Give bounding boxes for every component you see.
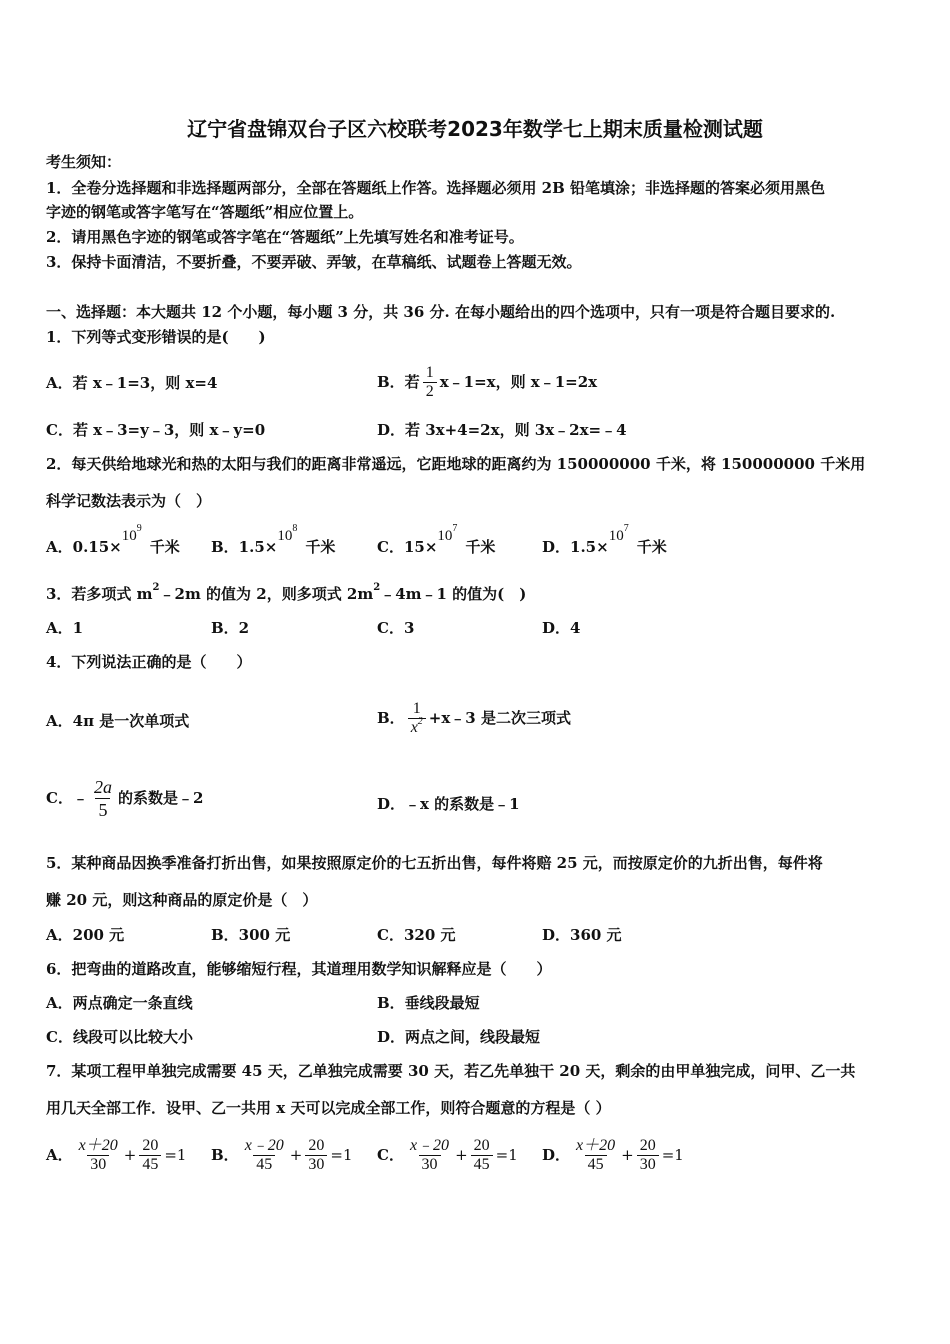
q7-c-frac-1 [407, 1137, 452, 1174]
q5-option-d: D．360 元 [542, 926, 622, 944]
q4-option-b-prefix: B． [377, 709, 405, 727]
q7-a-den-2: 45 [139, 1155, 161, 1174]
q7-option-a-label: A． [46, 1146, 73, 1164]
q2-d-unit: 千米 [636, 538, 667, 556]
q4-option-c-fraction [91, 776, 115, 821]
q7-option-c [377, 1130, 518, 1180]
q7-option-c-label: C． [377, 1146, 404, 1164]
section-heading: 一、选择题：本大题共 12 个小题，每小题 3 分，共 36 分. 在每小题给出的四个选项中，只有一项是符合题目要求的. [46, 303, 836, 321]
q3-stem [46, 584, 526, 604]
q2-d-power [608, 523, 629, 544]
q2-d-coef: D．1.5× [542, 538, 609, 556]
q2-b-coef: B．1.5× [211, 538, 278, 556]
q2-a-unit: 千米 [149, 538, 180, 556]
q4-option-c [46, 770, 203, 826]
q7-a-frac-1 [76, 1137, 121, 1174]
q4-option-c-prefix: C．﹣ [46, 789, 88, 807]
q7-b-frac-2 [305, 1137, 327, 1174]
q2-c-exp: 7 [452, 523, 458, 534]
q3-stem-exp-2: 2 [373, 582, 381, 593]
q7-b-den-2: 30 [305, 1155, 327, 1174]
q7-d-num-2: 20 [639, 1136, 656, 1154]
q4-option-b-den [408, 715, 426, 737]
q7-c-equals: =1 [495, 1146, 518, 1164]
q5-option-a: A．200 元 [46, 926, 125, 944]
q2-d-exp: 7 [623, 523, 629, 534]
notice-line-1a: 1．全卷分选择题和非选择题两部分，全部在答题纸上作答。选择题必须用 2B 铅笔填涂；非选择题的答案必须用黑色 [46, 179, 826, 197]
notice-line-2: 2．请用黑色字迹的钢笔或答字笔在“答题纸”上先填写姓名和准考证号。 [46, 228, 524, 246]
q7-d-frac-1 [573, 1137, 618, 1174]
q2-c-unit: 千米 [465, 538, 496, 556]
q5-option-b: B．300 元 [211, 926, 291, 944]
q2-option-c [377, 523, 496, 558]
q4-option-c-num: 2a [93, 776, 112, 797]
q6-stem: 6．把弯曲的道路改直，能够缩短行程，其道理用数学知识解释应是（ ） [46, 960, 552, 978]
q7-b-num-2: 20 [308, 1136, 325, 1154]
q2-a-power [121, 523, 142, 544]
q1-option-b-prefix: B．若 [377, 373, 420, 391]
q7-b-frac-1 [242, 1137, 287, 1174]
q5-option-c: C．320 元 [377, 926, 456, 944]
q7-a-den-1: 30 [87, 1155, 109, 1174]
q3-option-d: D．4 [542, 619, 581, 637]
q2-option-a [46, 523, 180, 558]
q1-option-c: C．若 x﹣3=y﹣3，则 x﹣y=0 [46, 421, 266, 439]
q7-stem-1: 7．某项工程甲单独完成需要 45 天，乙单独完成需要 30 天，若乙先单独干 20 天，剩余的由甲单独完成，问甲、乙一共 [46, 1062, 856, 1080]
q4-option-a: A．4π 是一次单项式 [46, 712, 190, 730]
q1-option-b-suffix: x﹣1=x，则 x﹣1=2x [439, 373, 598, 391]
q3-stem-part-1: 3．若多项式 m [46, 585, 153, 603]
q2-a-coef: A．0.15× [46, 538, 122, 556]
q1-option-b [377, 356, 597, 408]
q3-option-c: C．3 [377, 619, 415, 637]
q4-option-b [377, 684, 571, 752]
q2-d-base: 10 [608, 528, 624, 544]
q6-option-a: A．两点确定一条直线 [46, 994, 193, 1012]
q2-stem-1: 2．每天供给地球光和热的太阳与我们的距离非常遥远，它距地球的距离约为 150000000 千米，将 150000000 千米用 [46, 455, 866, 473]
q4-option-c-den: 5 [95, 798, 110, 821]
q7-option-d-label: D． [542, 1146, 571, 1164]
q3-option-a: A．1 [46, 619, 84, 637]
q1-option-b-fraction [423, 364, 437, 401]
q4-option-b-den-base: x [410, 718, 418, 736]
q4-stem: 4．下列说法正确的是（ ） [46, 653, 252, 671]
q2-option-d [542, 523, 667, 558]
q7-b-den-1: 45 [253, 1155, 275, 1174]
q2-c-base: 10 [437, 528, 453, 544]
q7-c-num-2: 20 [473, 1136, 490, 1154]
notice-line-1b: 字迹的钢笔或答字笔写在“答题纸”相应位置上。 [46, 203, 364, 221]
q7-b-equals: =1 [330, 1146, 353, 1164]
q4-option-b-den-exp: 2 [417, 715, 423, 727]
notice-line-3: 3．保持卡面清洁，不要折叠，不要弄破、弄皱，在草稿纸、试题卷上答题无效。 [46, 253, 582, 271]
q7-a-num-2: 20 [142, 1136, 159, 1154]
q1-stem: 1．下列等式变形错误的是( ) [46, 328, 266, 346]
q7-option-d [542, 1130, 684, 1180]
q2-a-exp: 9 [136, 523, 142, 534]
q7-d-den-1: 45 [585, 1155, 607, 1174]
q3-stem-part-3: ﹣4m﹣1 的值为( ) [380, 585, 527, 603]
q7-d-plus: + [621, 1146, 634, 1164]
q7-c-frac-2 [471, 1137, 493, 1174]
q7-option-b [211, 1130, 353, 1180]
q7-a-frac-2 [139, 1137, 161, 1174]
q7-b-num-1: x﹣20 [244, 1136, 284, 1154]
q7-a-num-1: x＋20 [78, 1136, 118, 1154]
q6-option-b: B．垂线段最短 [377, 994, 480, 1012]
q2-c-power [437, 523, 458, 544]
q2-b-unit: 千米 [305, 538, 336, 556]
q6-option-d: D．两点之间，线段最短 [377, 1028, 541, 1046]
q3-option-b: B．2 [211, 619, 250, 637]
q3-stem-exp-1: 2 [152, 582, 160, 593]
q4-option-c-suffix: 的系数是﹣2 [117, 789, 204, 807]
page-title: 辽宁省盘锦双台子区六校联考2023年数学七上期末质量检测试题 [187, 117, 763, 141]
q7-b-plus: + [289, 1146, 303, 1164]
notice-heading: 考生须知： [46, 153, 122, 171]
q2-c-coef: C．15× [377, 538, 438, 556]
q7-c-den-2: 45 [471, 1155, 493, 1174]
q2-option-b [211, 523, 336, 558]
q2-stem-2: 科学记数法表示为（ ） [46, 492, 212, 510]
q7-a-equals: =1 [164, 1146, 187, 1164]
q7-d-equals: =1 [661, 1146, 684, 1164]
q2-b-base: 10 [277, 528, 293, 544]
q2-b-power [277, 523, 298, 544]
q4-option-d: D．﹣x 的系数是﹣1 [377, 795, 520, 813]
q7-c-den-1: 30 [419, 1155, 441, 1174]
q6-option-c: C．线段可以比较大小 [46, 1028, 193, 1046]
q1-option-a: A．若 x﹣1=3，则 x=4 [46, 374, 218, 392]
q1-option-d: D．若 3x+4=2x，则 3x﹣2x=﹣4 [377, 421, 627, 439]
q2-a-base: 10 [121, 528, 137, 544]
q2-b-exp: 8 [292, 523, 298, 534]
q4-option-b-num: 1 [412, 699, 421, 717]
q3-stem-part-2: ﹣2m 的值为 2，则多项式 2m [159, 585, 374, 603]
q7-option-b-label: B． [211, 1146, 239, 1164]
q4-option-b-suffix: +x﹣3 是二次三项式 [428, 709, 571, 727]
q5-stem-2: 赚 20 元，则这种商品的原定价是（ ） [46, 891, 318, 909]
q4-option-b-fraction [408, 700, 426, 737]
q7-d-den-2: 30 [637, 1155, 659, 1174]
q7-a-plus: + [123, 1146, 137, 1164]
q5-stem-1: 5．某种商品因换季准备打折出售，如果按照原定价的七五折出售，每件将赔 25 元，而按原定价的九折出售，每件将 [46, 854, 823, 872]
q7-d-frac-2 [637, 1137, 659, 1174]
q1-option-b-num: 1 [425, 363, 434, 381]
q7-c-num-1: x﹣20 [409, 1136, 450, 1154]
q7-option-a [46, 1130, 186, 1180]
q7-c-plus: + [455, 1146, 468, 1164]
q7-d-num-1: x＋20 [576, 1136, 616, 1154]
q7-stem-2: 用几天全部工作．设甲、乙一共用 x 天可以完成全部工作，则符合题意的方程是（ ） [46, 1099, 611, 1117]
q1-option-b-den: 2 [423, 382, 437, 401]
